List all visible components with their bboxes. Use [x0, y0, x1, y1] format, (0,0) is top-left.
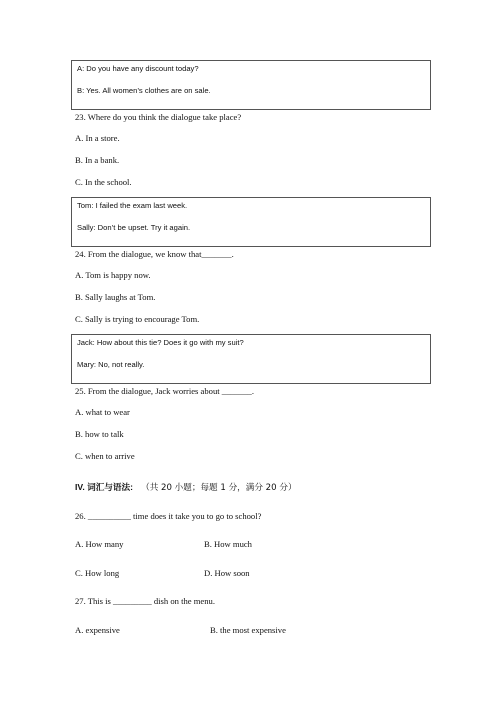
dialogue-line: A: Do you have any discount today? — [77, 64, 199, 73]
question-number: 26. — [75, 511, 86, 521]
option: A. Tom is happy now. — [75, 270, 151, 280]
question-23-stem: 23. Where do you think the dialogue take place? — [75, 112, 242, 122]
option: D. How soon — [204, 568, 250, 578]
dialogue-box-1 — [71, 60, 431, 110]
dialogue-line: Mary: No, not really. — [77, 360, 145, 369]
question-text: time does it take you to go to school? — [130, 511, 262, 521]
option: B. the most expensive — [210, 625, 286, 635]
dialogue-line: Tom: I failed the exam last week. — [77, 201, 188, 210]
option: B. how to talk — [75, 429, 124, 439]
option: C. How long — [75, 568, 120, 578]
dialogue-line: Sally: Don’t be upset. Try it again. — [77, 223, 191, 232]
option: A. what to wear — [75, 407, 130, 417]
dialogue-line: Jack: How about this tie? Does it go with my suit? — [77, 338, 244, 347]
question-27-stem: 27. This is _________ dish on the menu. — [75, 596, 215, 606]
option: B. In a bank. — [75, 155, 120, 165]
dialogue-box-3 — [71, 334, 431, 384]
option: C. In the school. — [75, 177, 132, 187]
section-heading — [75, 481, 297, 493]
dialogue-box-2 — [71, 197, 431, 247]
answer-blank: __________ — [87, 511, 131, 521]
option: A. In a store. — [75, 133, 120, 143]
option: C. Sally is trying to encourage Tom. — [75, 314, 200, 324]
question-24-stem: 24. From the dialogue, we know that_______. — [75, 249, 234, 259]
option: B. How much — [204, 539, 252, 549]
option: A. How many — [75, 539, 124, 549]
question-26-stem — [75, 511, 261, 521]
section-subtitle: （共 20 小题；每题 1 分，满分 20 分） — [141, 483, 297, 493]
option: A. expensive — [75, 625, 120, 635]
dialogue-line: B: Yes. All women’s clothes are on sale. — [77, 86, 211, 95]
question-25-stem: 25. From the dialogue, Jack worries about _______. — [75, 386, 255, 396]
section-title: IV. 词汇与语法: — [75, 482, 133, 492]
option: B. Sally laughs at Tom. — [75, 292, 156, 302]
option: C. when to arrive — [75, 451, 135, 461]
